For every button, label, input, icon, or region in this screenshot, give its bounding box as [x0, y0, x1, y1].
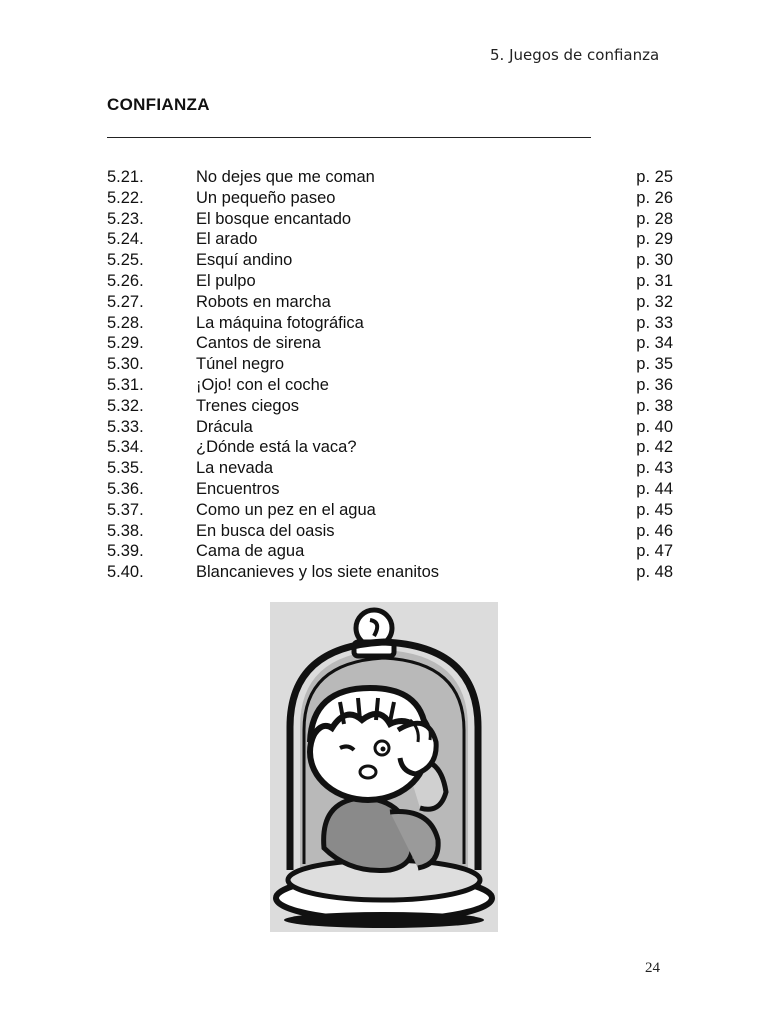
toc-entry-page: p. 45	[636, 500, 673, 519]
toc-entry-number: 5.23.	[107, 209, 144, 228]
section-title: CONFIANZA	[107, 95, 210, 114]
toc-entry-title: Blancanieves y los siete enanitos	[196, 563, 440, 582]
toc-entry-title: Drácula	[196, 417, 253, 436]
toc-entry-page: p. 35	[636, 355, 673, 374]
toc-entry-number: 5.22.	[107, 188, 144, 207]
toc-entry-number: 5.39.	[107, 542, 144, 561]
toc-entry-page: p. 38	[636, 396, 673, 415]
toc-entry	[107, 479, 673, 500]
toc-entry	[107, 354, 673, 375]
toc-entry-title: El bosque encantado	[196, 209, 352, 228]
toc-entry	[107, 396, 673, 417]
toc-entry-page: p. 40	[636, 417, 673, 436]
toc-entry-number: 5.24.	[107, 230, 144, 249]
toc-entry-number: 5.25.	[107, 251, 144, 270]
toc-entry-number: 5.36.	[107, 479, 144, 498]
toc-entry	[107, 188, 673, 209]
toc-entry	[107, 541, 673, 562]
toc-entry-title: Cantos de sirena	[196, 334, 321, 353]
toc-entry	[107, 562, 673, 583]
toc-entry	[107, 313, 673, 334]
toc-entry-title: Como un pez en el agua	[196, 500, 376, 519]
toc-entry	[107, 417, 673, 438]
title-underline	[107, 137, 591, 138]
toc-entry-page: p. 33	[636, 313, 673, 332]
toc-entry-title: Robots en marcha	[196, 292, 331, 311]
toc-entry-title: Esquí andino	[196, 251, 293, 270]
page-number: 24	[645, 960, 660, 976]
toc-entry-page: p. 31	[636, 271, 673, 290]
toc-entry-page: p. 47	[636, 542, 673, 561]
toc-entry	[107, 437, 673, 458]
toc-entry-number: 5.28.	[107, 313, 144, 332]
toc-entry	[107, 271, 673, 292]
toc-entry-page: p. 32	[636, 292, 673, 311]
toc-entry	[107, 229, 673, 250]
toc-entry-page: p. 43	[636, 459, 673, 478]
toc-entry-page: p. 46	[636, 521, 673, 540]
toc-entry	[107, 209, 673, 230]
toc-entry-title: Trenes ciegos	[196, 396, 300, 415]
toc-entry	[107, 375, 673, 396]
illustration-drawing	[270, 602, 498, 932]
toc-entry-number: 5.35.	[107, 459, 144, 478]
toc-entry-number: 5.37.	[107, 500, 144, 519]
toc-entry	[107, 458, 673, 479]
bell-jar-child-illustration	[270, 602, 498, 932]
toc-entry-title: La máquina fotográfica	[196, 313, 364, 332]
toc-entry	[107, 250, 673, 271]
toc-entry-title: ¿Dónde está la vaca?	[196, 438, 357, 457]
toc-entry-page: p. 44	[636, 479, 673, 498]
table-of-contents	[107, 167, 673, 583]
toc-entry-title: No dejes que me coman	[196, 168, 375, 186]
toc-entry-number: 5.38.	[107, 521, 144, 540]
toc-entry-page: p. 30	[636, 251, 673, 270]
toc-entry-page: p. 42	[636, 438, 673, 457]
toc-entry-title: Un pequeño paseo	[196, 188, 336, 207]
toc-entry-title: Túnel negro	[196, 355, 285, 374]
toc-entry-title: En busca del oasis	[196, 521, 335, 540]
toc-entry	[107, 167, 673, 188]
toc-entry-number: 5.31.	[107, 375, 144, 394]
toc-entry-number: 5.27.	[107, 292, 144, 311]
toc-entry-number: 5.33.	[107, 417, 144, 436]
toc-entry-title: La nevada	[196, 459, 274, 478]
toc-entry	[107, 333, 673, 354]
toc-entry-page: p. 25	[636, 168, 673, 186]
toc-entry-page: p. 26	[636, 188, 673, 207]
toc-entry-number: 5.32.	[107, 396, 144, 415]
toc-entry	[107, 521, 673, 542]
toc-entry-title: Encuentros	[196, 479, 280, 498]
toc-entry-title: El arado	[196, 230, 258, 249]
toc-entry	[107, 500, 673, 521]
toc-entry-number: 5.21.	[107, 168, 144, 186]
running-header: 5. Juegos de confianza	[490, 46, 660, 64]
toc-entry-page: p. 29	[636, 230, 673, 249]
toc-entry	[107, 292, 673, 313]
toc-entry-number: 5.30.	[107, 355, 144, 374]
toc-entry-title: ¡Ojo! con el coche	[196, 375, 329, 394]
toc-entry-page: p. 34	[636, 334, 673, 353]
toc-entry-page: p. 36	[636, 375, 673, 394]
toc-entry-number: 5.29.	[107, 334, 144, 353]
toc-entry-number: 5.40.	[107, 563, 144, 582]
toc-entry-title: El pulpo	[196, 271, 256, 290]
toc-entry-title: Cama de agua	[196, 542, 305, 561]
toc-entry-number: 5.34.	[107, 438, 144, 457]
toc-entry-page: p. 48	[636, 563, 673, 582]
toc-entry-page: p. 28	[636, 209, 673, 228]
toc-entry-number: 5.26.	[107, 271, 144, 290]
